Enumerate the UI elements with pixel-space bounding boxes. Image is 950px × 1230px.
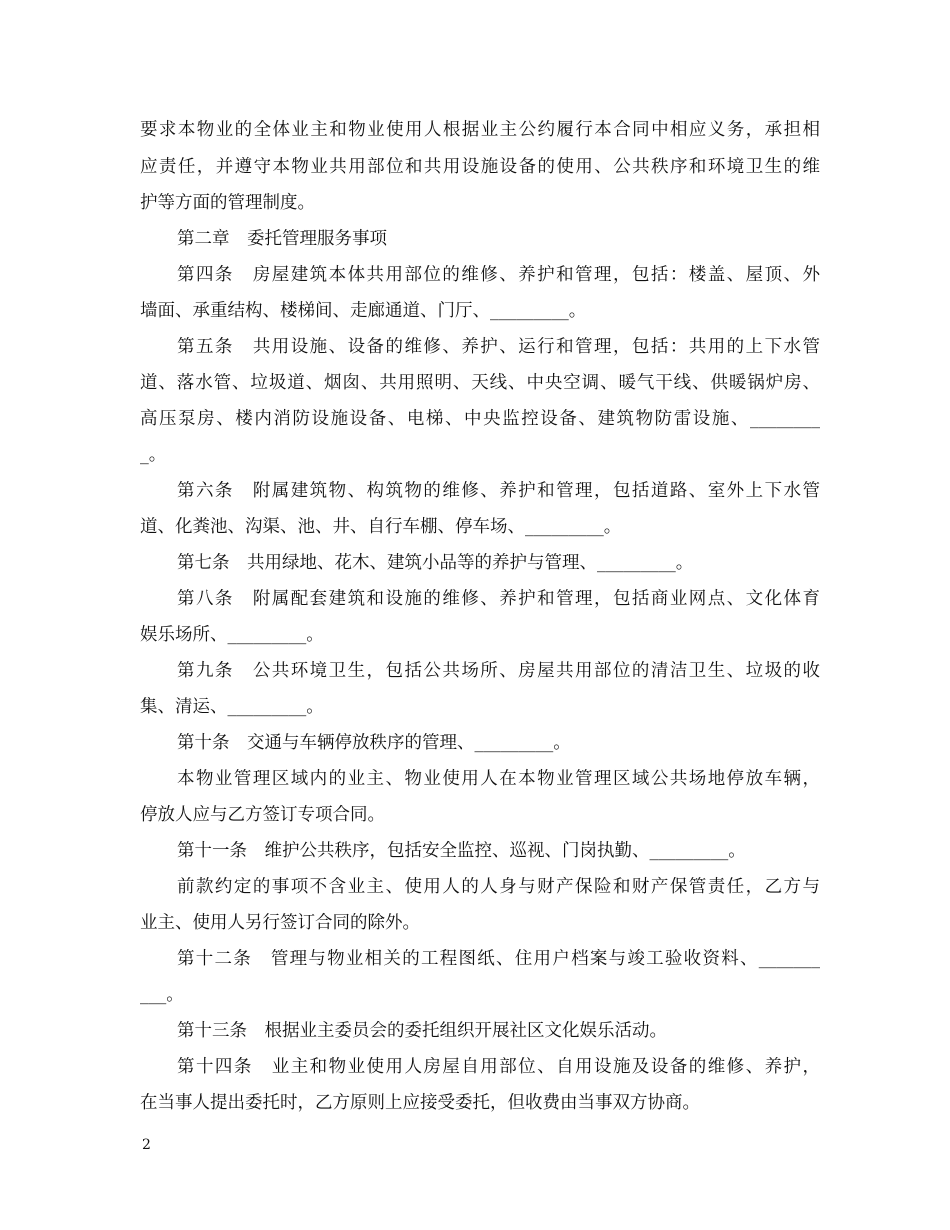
article-5-line: 第五条 共用设施、设备的维修、养护、运行和管理，包括：共用的上下水管 — [177, 337, 820, 357]
text-line: _。 — [140, 445, 167, 465]
text-line: ___。 — [140, 985, 184, 1005]
article-9-line: 第九条 公共环境卫生，包括公共场所、房屋共用部位的清洁卫生、垃圾的收 — [177, 661, 820, 681]
text-line: 集、清运、_________。 — [140, 697, 324, 717]
text-line: 本物业管理区域内的业主、物业使用人在本物业管理区域公共场地停放车辆， — [177, 769, 820, 789]
text-line: 业主、使用人另行签订合同的除外。 — [140, 913, 420, 933]
article-7-line: 第七条 共用绿地、花木、建筑小品等的养护与管理、_________。 — [177, 553, 694, 573]
text-line: 在当事人提出委托时，乙方原则上应接受委托，但收费由当事双方协商。 — [140, 1093, 700, 1113]
article-8-line: 第八条 附属配套建筑和设施的维修、养护和管理，包括商业网点、文化体育 — [177, 589, 820, 609]
article-10-line: 第十条 交通与车辆停放秩序的管理、_________。 — [177, 733, 571, 753]
text-line: 要求本物业的全体业主和物业使用人根据业主公约履行本合同中相应义务，承担相 — [140, 120, 820, 140]
article-11-line: 第十一条 维护公共秩序，包括安全监控、巡视、门岗执勤、_________。 — [177, 841, 746, 861]
article-12-line: 第十二条 管理与物业相关的工程图纸、住用户档案与竣工验收资料、_______ — [177, 949, 820, 969]
article-4-line: 第四条 房屋建筑本体共用部位的维修、养护和管理，包括：楼盖、屋顶、外 — [177, 265, 820, 285]
text-line: 应责任，并遵守本物业共用部位和共用设施设备的使用、公共秩序和环境卫生的维 — [140, 157, 820, 177]
text-line: 护等方面的管理制度。 — [140, 193, 315, 213]
article-14-line: 第十四条 业主和物业使用人房屋自用部位、自用设施及设备的维修、养护， — [177, 1057, 820, 1077]
text-line: 高压泵房、楼内消防设施设备、电梯、中央监控设备、建筑物防雷设施、________ — [140, 409, 820, 429]
article-6-line: 第六条 附属建筑物、构筑物的维修、养护和管理，包括道路、室外上下水管 — [177, 481, 820, 501]
text-line: 道、落水管、垃圾道、烟囱、共用照明、天线、中央空调、暖气干线、供暖锅炉房、 — [140, 373, 820, 393]
text-line: 墙面、承重结构、楼梯间、走廊通道、门厅、_________。 — [140, 301, 587, 321]
text-line: 停放人应与乙方签订专项合同。 — [140, 805, 385, 825]
page-number: 2 — [142, 1137, 151, 1153]
article-13-line: 第十三条 根据业主委员会的委托组织开展社区文化娱乐活动。 — [177, 1021, 667, 1041]
text-line: 道、化粪池、沟渠、池、井、自行车棚、停车场、_________。 — [140, 517, 622, 537]
text-line: 前款约定的事项不含业主、使用人的人身与财产保险和财产保管责任，乙方与 — [177, 877, 820, 897]
chapter-heading: 第二章 委托管理服务事项 — [177, 229, 387, 249]
text-line: 娱乐场所、_________。 — [140, 625, 324, 645]
